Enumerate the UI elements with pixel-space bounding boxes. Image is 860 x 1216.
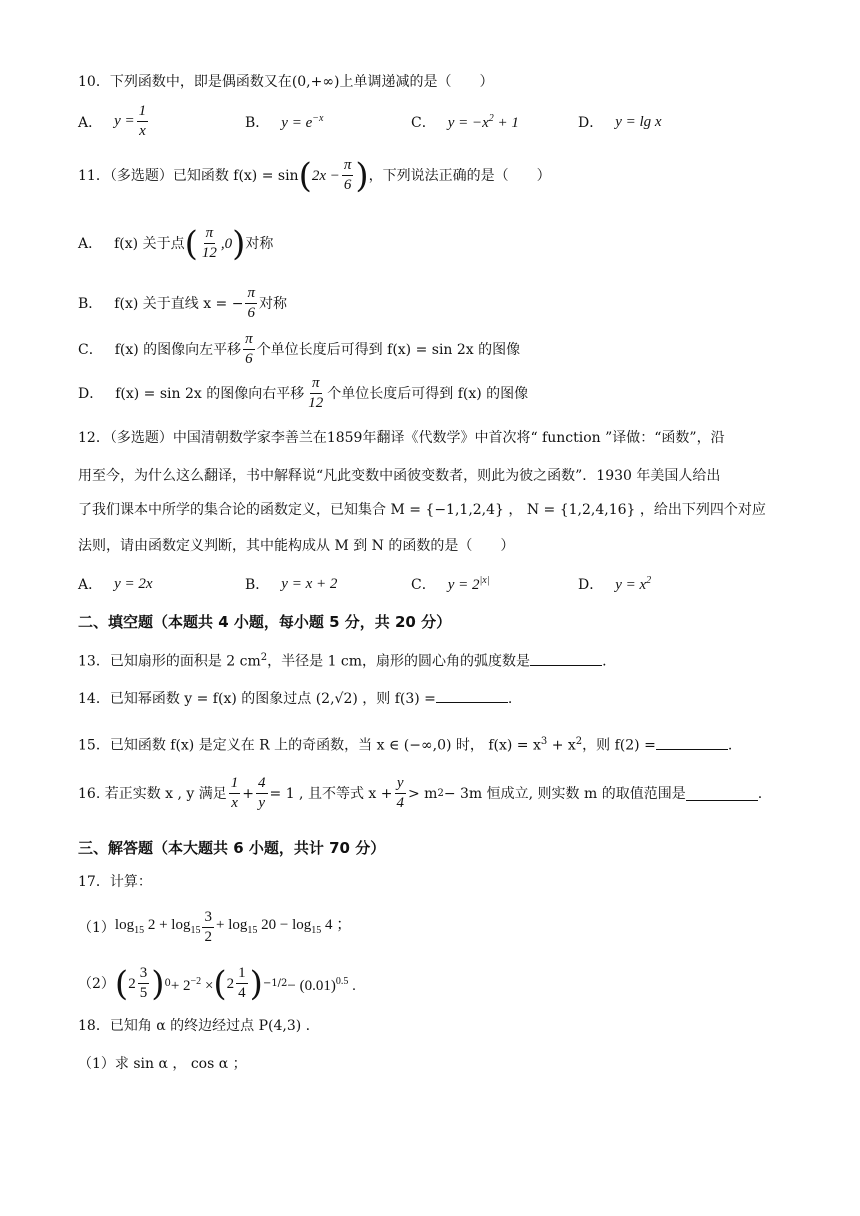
q11-stem: 11．（多选题）已知函数 f(x) = sin ( 2x − $\frac{\pi}{6}$ ) ，下列说法正确的是（ ）	[78, 155, 551, 196]
section-solution-heading: 三、解答题（本大题共 6 小题，共计 70 分）	[78, 839, 386, 857]
q10-option-b: B． $y = e^{-x}$	[245, 112, 324, 131]
q18-part-1: （1）求 sin α ， cos α ；	[78, 1056, 247, 1072]
q10-option-a: A． y = $\frac{1}{x}$	[78, 103, 147, 139]
q10-stem: 10．下列函数中，即是偶函数又在(0,+∞)上单调递减的是（ ）	[78, 74, 494, 90]
q12-line-2: 用至今，为什么这么翻译，书中解释说“凡此变数中函彼变数者，则此为彼之函数”．1930 年美国人给出	[78, 468, 721, 484]
q14-answer-blank[interactable]	[436, 688, 508, 703]
section-fill-in-heading: 二、填空题（本题共 4 小题，每小题 5 分，共 20 分）	[78, 613, 452, 631]
q15: 15．已知函数 f(x) 是定义在 R 上的奇函数，当 x ∈ (−∞,0) 时， $f(x) = x^3 + x^2$，则 f(2) = .	[78, 736, 733, 754]
q17-part-1: （1） $\log_{15} 2 + \log_{15}$ $\frac{3}{2}$ + $\log_{15} 20 - \log_{15} 4$ ；	[78, 909, 352, 945]
q12-option-c: C． $y = 2^{|x|}$	[411, 574, 490, 593]
q14: 14．已知幂函数 y = f(x) 的图象过点 (2,√2) ，则 f(3) = .	[78, 688, 512, 709]
q12-option-a: A． y = 2x	[78, 575, 153, 593]
q10-option-d: D． y = lg x	[578, 113, 662, 131]
q17-part-2: （2） ( 2 $\frac{3}{5}$ ) 0 + $2^{-2}$ × ( 2 $\frac{1}{4}$ ) −1/2 − $(0.01)^{0.5}$ .	[78, 963, 356, 1004]
q16-answer-blank[interactable]	[686, 786, 758, 801]
q12-line-4: 法则，请由函数定义判断，其中能构成从 M 到 N 的函数的是（ ）	[78, 538, 515, 554]
q17-stem: 17．计算：	[78, 874, 152, 890]
q18-stem: 18．已知角 α 的终边经过点 P(4,3) .	[78, 1018, 311, 1034]
q11-option-b: B． f(x) 关于直线 x = − $\frac{\pi}{6}$ 对称	[78, 285, 287, 321]
q16: 16. 若正实数 x , y 满足 $\frac{1}{x}$ + $\frac{4}{y}$ = 1 , 且不等式 x + $\frac{y}{4}$ > m 2 − 3m 恒成立, 则实数 m 的取值范围是 .	[78, 775, 763, 811]
q12-option-b: B． y = x + 2	[245, 575, 338, 593]
q11-option-a: A． f(x) 关于点 ( $\frac{\pi}{12}$ ,0 ) 对称	[78, 223, 274, 264]
q10-options	[78, 104, 778, 144]
q11-option-c: C． f(x) 的图像向左平移 $\frac{\pi}{6}$ 个单位长度后可得到 f(x) = sin 2x 的图像	[78, 331, 521, 367]
q13: 13．已知扇形的面积是 2 $cm^2$，半径是 1 cm，扇形的圆心角的弧度数是 .	[78, 652, 607, 670]
q13-answer-blank[interactable]	[530, 651, 602, 666]
q12-options	[78, 574, 778, 614]
q11-option-d: D． f(x) = sin 2x 的图像向右平移 $\frac{\pi}{12}$ 个单位长度后可得到 f(x) 的图像	[78, 375, 529, 411]
q10-option-c: C． $y = -x^2 + 1$	[411, 112, 519, 131]
q12-option-d: D． $y = x^2$	[578, 574, 652, 593]
q15-answer-blank[interactable]	[656, 735, 728, 750]
q12-line-1: 12．（多选题）中国清朝数学家李善兰在1859年翻译《代数学》中首次将“ function ”译做：“函数”，沿	[78, 430, 725, 446]
q12-line-3: 了我们课本中所学的集合论的函数定义，已知集合 M = {−1,1,2,4} ， N = {1,2,4,16} ，给出下列四个对应	[78, 502, 766, 518]
